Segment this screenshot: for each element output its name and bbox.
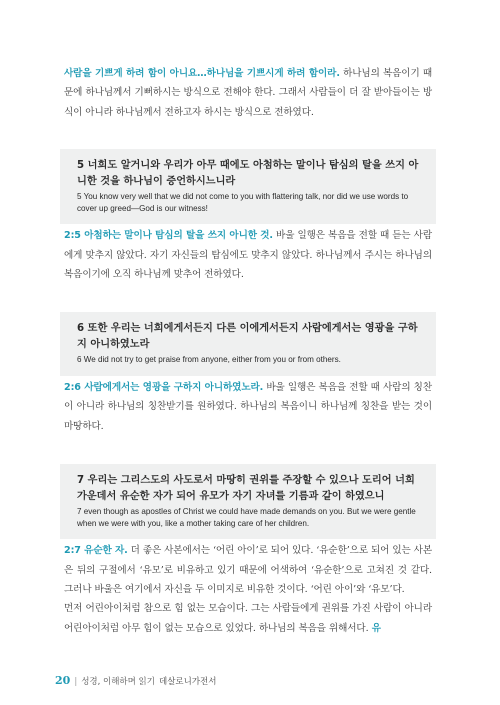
page-number: 20 [55,674,71,687]
commentary-paragraph [64,541,432,599]
verse-english: 5 You know very well that we did not come to you with flattering talk, nor did we use words to cover up greed—God is our witness! [77,192,409,213]
commentary-highlight: 2:5 아첨하는 말이나 탐심의 탈을 쓰지 아니한 것. [64,230,273,242]
commentary-paragraph [64,64,432,122]
verse-box [60,312,436,376]
page-footer [55,674,216,687]
series-title: 성경, 이해하며 읽기 [81,677,155,687]
verse-korean: 5 너희도 알거니와 우리가 아무 때에도 아첨하는 말이나 탐심의 탈을 쓰지 아니한 것을 하나님이 증언하시느니라 [77,160,419,188]
page-content [64,64,432,638]
commentary-paragraph [64,226,432,284]
verse-korean: 7 우리는 그리스도의 사도로서 마땅히 권위를 주장할 수 있으나 도리어 너희 가운데서 유순한 자가 되어 유모가 자기 자녀를 기름과 같이 하였으니 [77,475,415,503]
commentary-paragraph [64,599,432,638]
commentary-highlight: 2:7 유순한 자. [64,545,128,557]
verse-korean: 6 또한 우리는 너희에게서든지 다른 이에게서든지 사람에게서는 영광을 구하지 아니하였노라 [77,323,418,351]
commentary-text: 하나님의 복음이기 때문에 하나님께서 기뻐하시는 방식으로 전해야 한다. 그래서 사람들이 더 잘 받아들이는 방식이 아니라 하나님께서 전하고자 하시는 방식으로 전하였다. [64,68,433,118]
commentary-text: 먼저 어린아이처럼 참으로 힘 없는 모습이다. 그는 사람들에게 권위를 가진 사람이 아니라 어린아이처럼 아무 힘이 없는 모습으로 있었다. 하나님의 복음을 위해서다. [64,603,432,634]
footer-separator: | [74,677,78,687]
verse-box [60,149,436,224]
commentary-text: 더 좋은 사본에서는 ‘어린 아이’로 되어 있다. ‘유순한’으로 되어 있는 사본은 뒤의 구절에서 ‘유모’로 비유하고 있기 때문에 어색하여 ‘유순한’으로 고쳐진 것 같다. 그러나 바울은 여기에서 자신을 두 이미지로 비유한 것이다. ‘어린 아이’와 ‘유모’다. [64,545,432,595]
commentary-highlight: 사람을 기쁘게 하려 함이 아니요…하나님을 기쁘시게 하려 함이라. [64,68,340,79]
commentary-highlight: 2:6 사람에게서는 영광을 구하지 아니하였노라. [64,381,264,393]
verse-box [60,464,436,539]
verse-english: 7 even though as apostles of Christ we could have made demands on you. But we were gentle when we were with you, like a mother taking care of her children. [77,507,416,528]
commentary-text: 바울 일행은 복음을 전할 때 듣는 사람에게 맞추지 않았다. 자기 자신들의 탐심에도 맞추지 않았다. 하나님께서 주시는 하나님의 복음이기에 오직 하나님께 맞추어 전하였다. [64,230,432,281]
book-title: 데살로니가전서 [158,677,217,687]
verse-english: 6 We did not try to get praise from anyone, either from you or from others. [77,355,341,365]
commentary-text: 바울 일행은 복음을 전할 때 사람의 칭찬이 아니라 하나님의 칭찬받기를 원하였다. 하나님의 복음이니 하나님께 칭찬을 받는 것이 마땅하다. [64,381,432,432]
commentary-highlight: 유 [368,622,381,634]
commentary-paragraph [64,378,432,436]
